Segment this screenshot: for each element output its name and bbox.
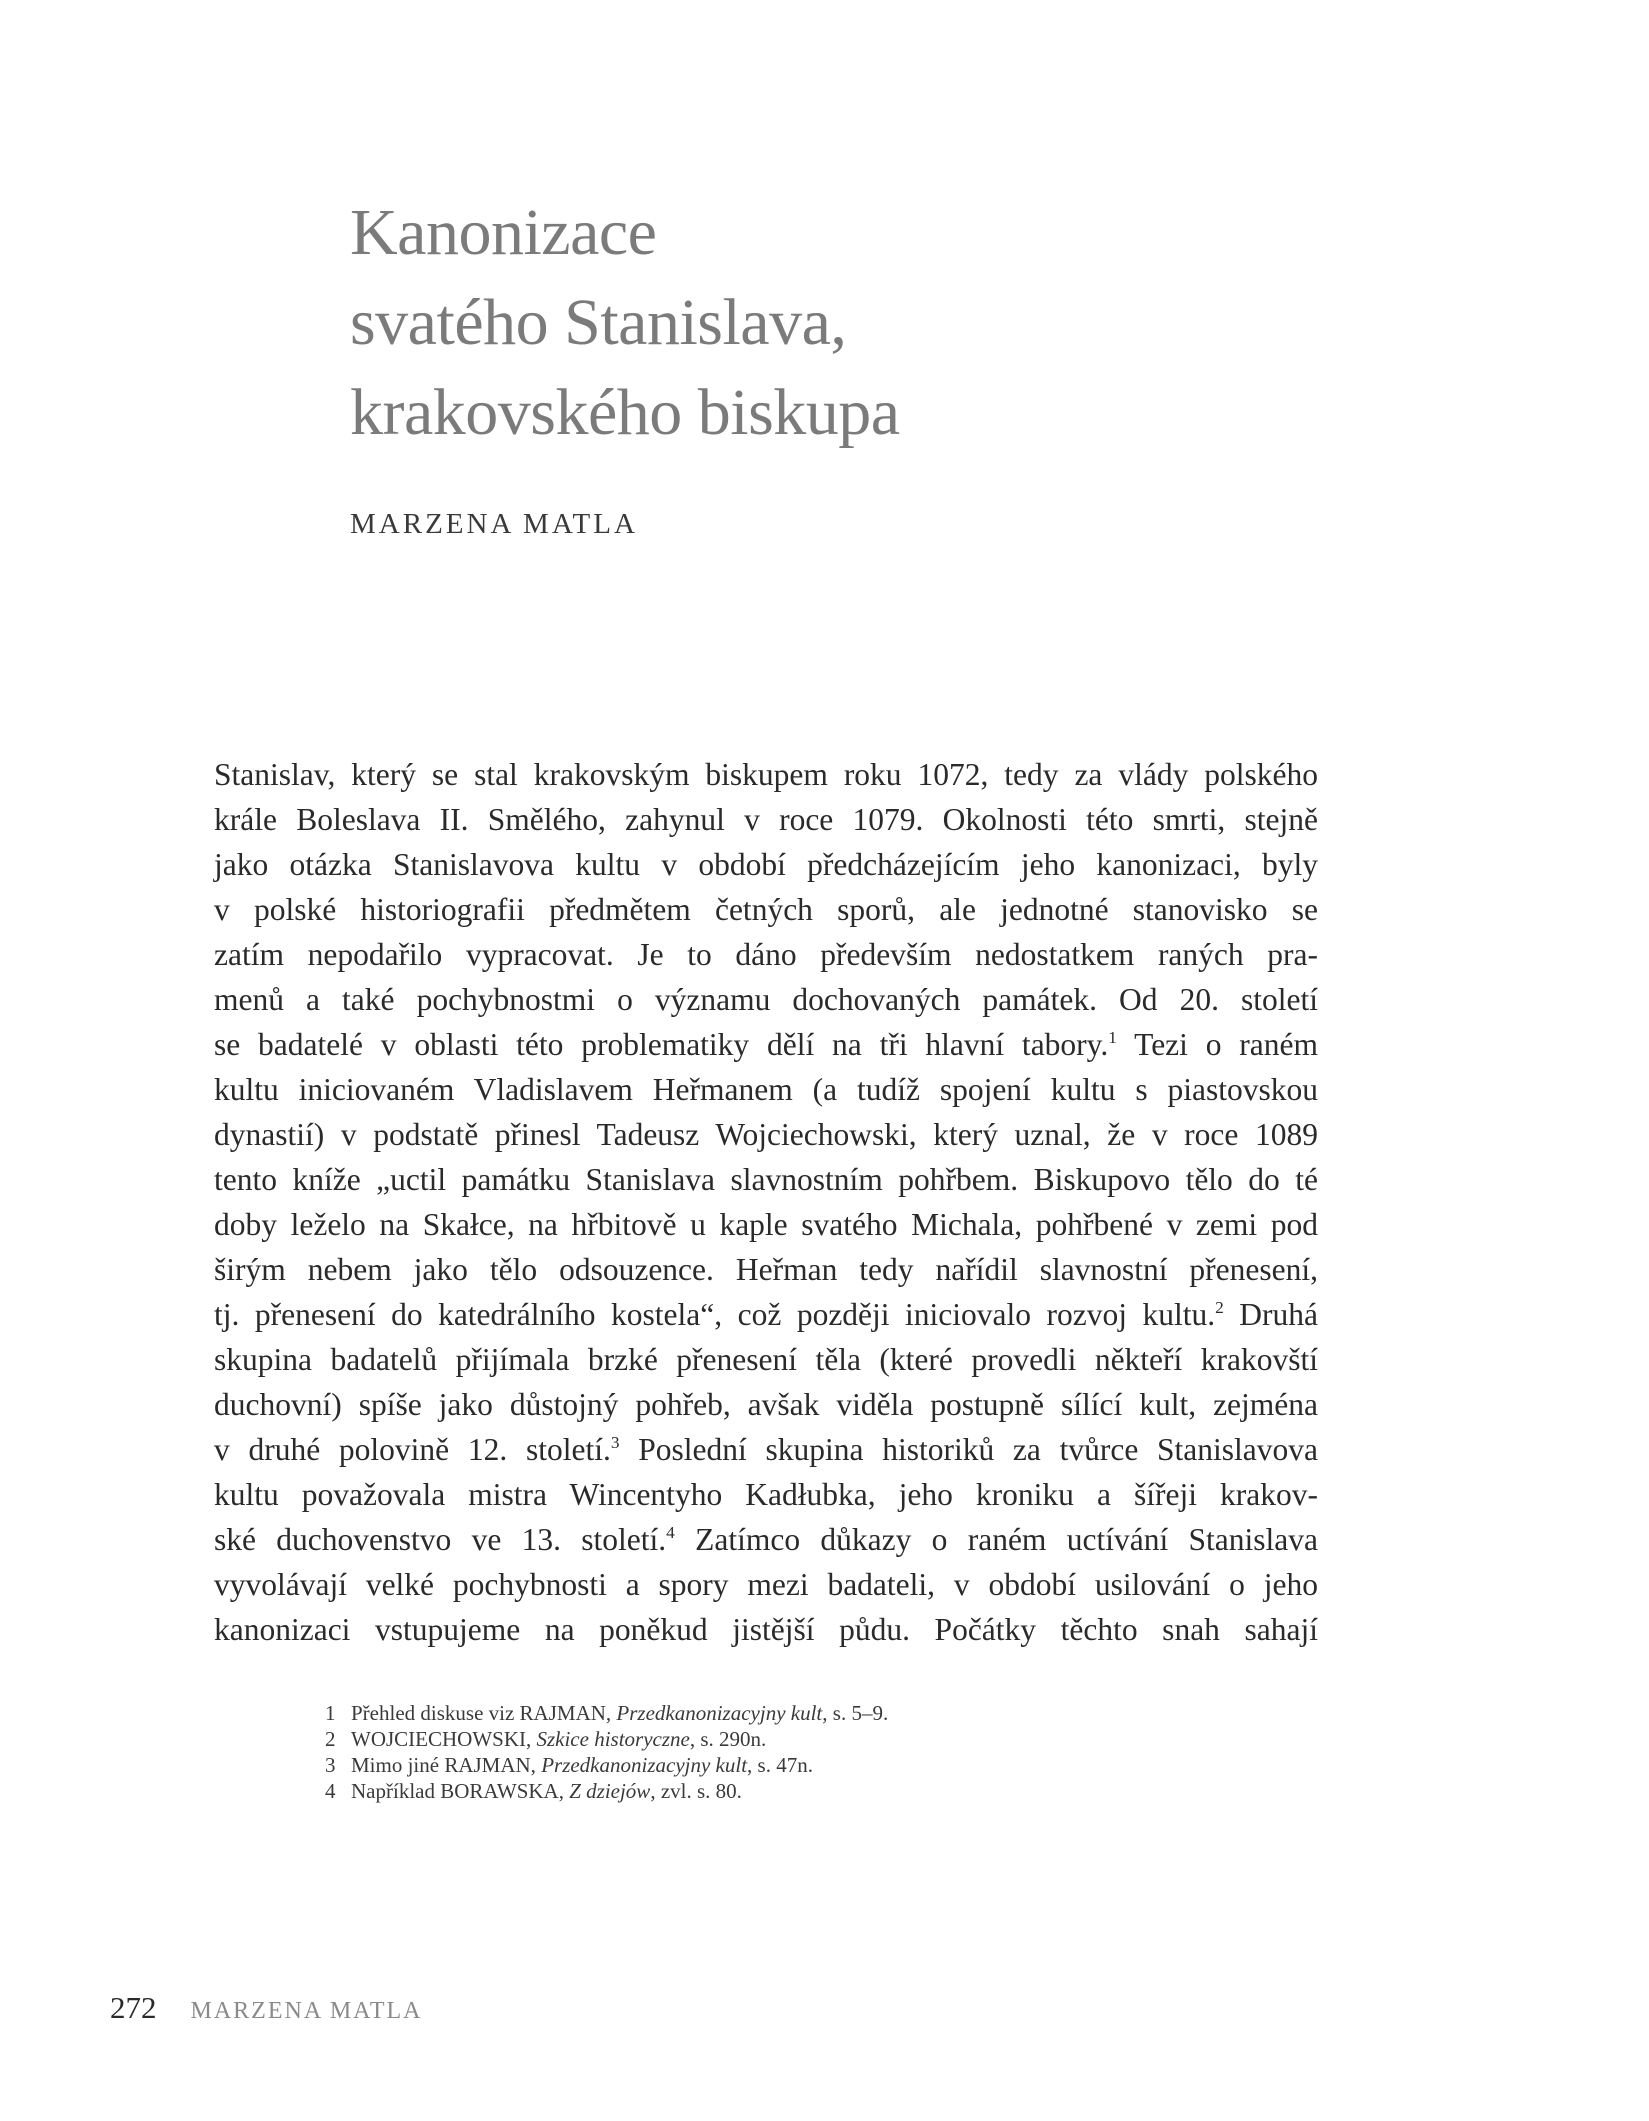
text-segment: ské duchovenstvo ve 13. století. [214,1522,667,1557]
footnote-text: , s. 47n. [747,1753,813,1777]
page-footer [110,1990,423,2026]
text-segment: v polské historiografii předmětem četných sporů, ale jednotné stanovisko se [214,892,1318,927]
text-line [214,1337,1318,1382]
text-segment: Stanislav, který se stal krakovským biskupem roku 1072, tedy za vlády polského [214,757,1318,792]
text-line [214,842,1318,887]
text-segment: kanonizaci vstupujeme na poněkud jistější půdu. Počátky těchto snah sahají [214,1612,1318,1647]
text-segment: tento kníže „uctil památku Stanislava slavnostním pohřbem. Biskupovo tělo do té [214,1162,1318,1197]
text-segment: vyvolávají velké pochybnosti a spory mezi badateli, v období usilování o jeho [214,1567,1318,1602]
text-line [214,932,1318,977]
text-segment: zatím nepodařilo vypracovat. Je to dáno především nedostatkem raných pra- [214,937,1318,972]
footnotes [325,1700,888,1804]
text-segment: menů a také pochybnostmi o významu dochovaných památek. Od 20. století [214,982,1318,1017]
footnote-text: WOJCIECHOWSKI, [351,1727,537,1751]
text-line [214,1562,1318,1607]
footnote-text: Přehled diskuse viz RAJMAN, [351,1701,617,1725]
text-line [214,797,1318,842]
footnote-title: Z dziejów [569,1779,651,1803]
footnote [325,1752,888,1778]
text-line [214,1157,1318,1202]
text-segment: Druhá [1223,1297,1318,1332]
text-line [214,1112,1318,1157]
footnote [325,1778,888,1804]
footnote-number: 4 [325,1779,336,1803]
text-segment: se badatelé v oblasti této problematiky dělí na tři hlavní tabory. [214,1027,1109,1062]
text-segment: doby leželo na Skałce, na hřbitově u kaple svatého Michala, pohřbené v zemi pod [214,1207,1318,1242]
footnote-title: Przedkanonizacyjny kult [616,1701,823,1725]
text-segment: krále Boleslava II. Smělého, zahynul v roce 1079. Okolnosti této smrti, stejně [214,802,1318,837]
text-line [214,1022,1318,1067]
text-segment: Zatímco důkazy o raném uctívání Stanislava [674,1522,1318,1557]
footnote-text: , s. 290n. [689,1727,767,1751]
author-name: MARZENA MATLA [350,508,638,540]
text-segment: skupina badatelů přijímala brzké přenesení těla (které provedli někteří krakovští [214,1342,1318,1377]
footnote-number: 1 [325,1701,336,1725]
text-segment: dynastií) v podstatě přinesl Tadeusz Wojciechowski, který uznal, že v roce 1089 [214,1117,1318,1152]
text-segment: širým nebem jako tělo odsouzence. Heřman tedy nařídil slavnostní přenesení, [214,1252,1318,1287]
body-paragraph [214,752,1318,1652]
text-line [214,1202,1318,1247]
footnote-number: 2 [325,1727,336,1751]
footnote-ref: 2 [1215,1297,1224,1317]
chapter-title-line: Kanonizace [350,196,657,269]
text-line [214,887,1318,932]
chapter-title [350,188,900,458]
text-line [214,1382,1318,1427]
text-segment: Tezi o raném [1116,1027,1318,1062]
text-line [214,1247,1318,1292]
text-line [214,1067,1318,1112]
footnote [325,1700,888,1726]
text-line [214,977,1318,1022]
footnote-ref: 4 [666,1522,675,1542]
footnote-text: Mimo jiné RAJMAN, [351,1753,542,1777]
text-segment: kultu považovala mistra Wincentyho Kadłubka, jeho kroniku a šířeji krakov- [214,1477,1318,1512]
text-line [214,752,1318,797]
text-line [214,1607,1318,1652]
text-line [214,1292,1318,1337]
footnote-text: Například BORAWSKA, [351,1779,570,1803]
footnote-ref: 3 [610,1432,620,1452]
running-head: MARZENA MATLA [190,1998,423,2024]
text-segment: tj. přenesení do katedrálního kostela“, což později iniciovalo rozvoj kultu. [214,1297,1216,1332]
text-line [214,1427,1318,1472]
text-line [214,1472,1318,1517]
footnote [325,1726,888,1752]
text-segment: duchovní) spíše jako důstojný pohřeb, avšak viděla postupně sílící kult, zejména [214,1387,1318,1422]
footnote-text: , zvl. s. 80. [650,1779,742,1803]
chapter-title-line: svatého Stanislava, [350,286,847,359]
footnote-ref: 1 [1108,1027,1117,1047]
chapter-title-line: krakovského biskupa [350,376,900,449]
footnote-title: Przedkanonizacyjny kult [541,1753,748,1777]
text-segment: kultu iniciovaném Vladislavem Heřmanem (a tudíž spojení kultu s piastovskou [214,1072,1318,1107]
text-line [214,1517,1318,1562]
footnote-number: 3 [325,1753,336,1777]
footnote-title: Szkice historyczne [536,1727,690,1751]
text-segment: jako otázka Stanislavova kultu v období předcházejícím jeho kanonizaci, byly [214,847,1318,882]
text-segment: v druhé polovině 12. století. [214,1432,611,1467]
page-number: 272 [110,1990,157,2025]
text-segment: Poslední skupina historiků za tvůrce Stanislavova [619,1432,1319,1467]
footnote-text: , s. 5–9. [822,1701,889,1725]
